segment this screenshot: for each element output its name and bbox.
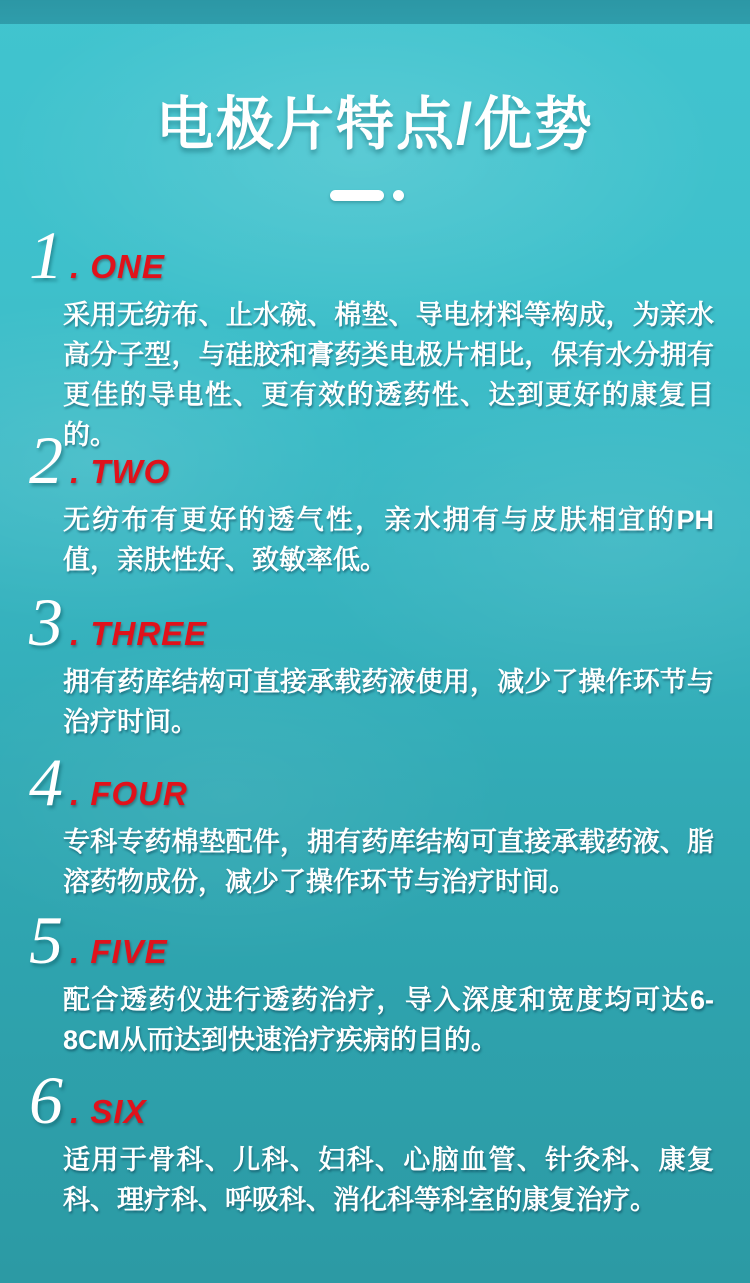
section-one-label: . ONE <box>70 248 165 285</box>
section-two-heading <box>0 422 750 498</box>
section-five-heading <box>0 902 750 978</box>
section-four-heading <box>0 744 750 820</box>
section-four-number: 4 <box>29 744 63 820</box>
section-two <box>0 422 750 580</box>
section-five-body: 配合透药仪进行透药治疗，导入深度和宽度均可达6-8CM从而达到快速治疗疾病的目的。 <box>63 985 714 1055</box>
section-three-body: 拥有药库结构可直接承载药液使用，减少了操作环节与治疗时间。 <box>63 667 714 737</box>
section-six-number: 6 <box>29 1062 63 1138</box>
page-title: 电极片特点/优势 <box>155 92 595 157</box>
section-one-number: 1 <box>29 217 63 293</box>
section-four-label: . FOUR <box>70 775 188 812</box>
underline-dot-icon <box>393 190 404 201</box>
section-three-label: . THREE <box>70 615 208 652</box>
title-underline <box>330 190 404 201</box>
section-six-label: . SIX <box>70 1093 147 1130</box>
section-one-heading <box>0 217 750 293</box>
section-two-body: 无纺布有更好的透气性，亲水拥有与皮肤相宜的PH值，亲肤性好、致敏率低。 <box>63 505 714 575</box>
top-teal-bar <box>0 0 750 24</box>
section-three-number: 3 <box>29 584 63 660</box>
section-six <box>0 1062 750 1220</box>
section-five <box>0 902 750 1060</box>
section-three <box>0 584 750 742</box>
section-five-number: 5 <box>29 902 63 978</box>
section-six-heading <box>0 1062 750 1138</box>
section-three-heading <box>0 584 750 660</box>
underline-dash <box>330 190 384 201</box>
section-one-body: 采用无纺布、止水碗、棉垫、导电材料等构成，为亲水高分子型，与硅胶和膏药类电极片相比，保有水分拥有更佳的导电性、更有效的透药性、达到更好的康复目的。 <box>63 300 714 450</box>
section-five-label: . FIVE <box>70 933 168 970</box>
section-four-body: 专科专药棉垫配件，拥有药库结构可直接承载药液、脂溶药物成份，减少了操作环节与治疗时间。 <box>63 827 714 897</box>
section-four <box>0 744 750 902</box>
section-two-label: . TWO <box>70 453 171 490</box>
section-two-number: 2 <box>29 422 63 498</box>
section-one <box>0 217 750 455</box>
section-six-body: 适用于骨科、儿科、妇科、心脑血管、针灸科、康复科、理疗科、呼吸科、消化科等科室的康复治疗。 <box>63 1145 714 1215</box>
